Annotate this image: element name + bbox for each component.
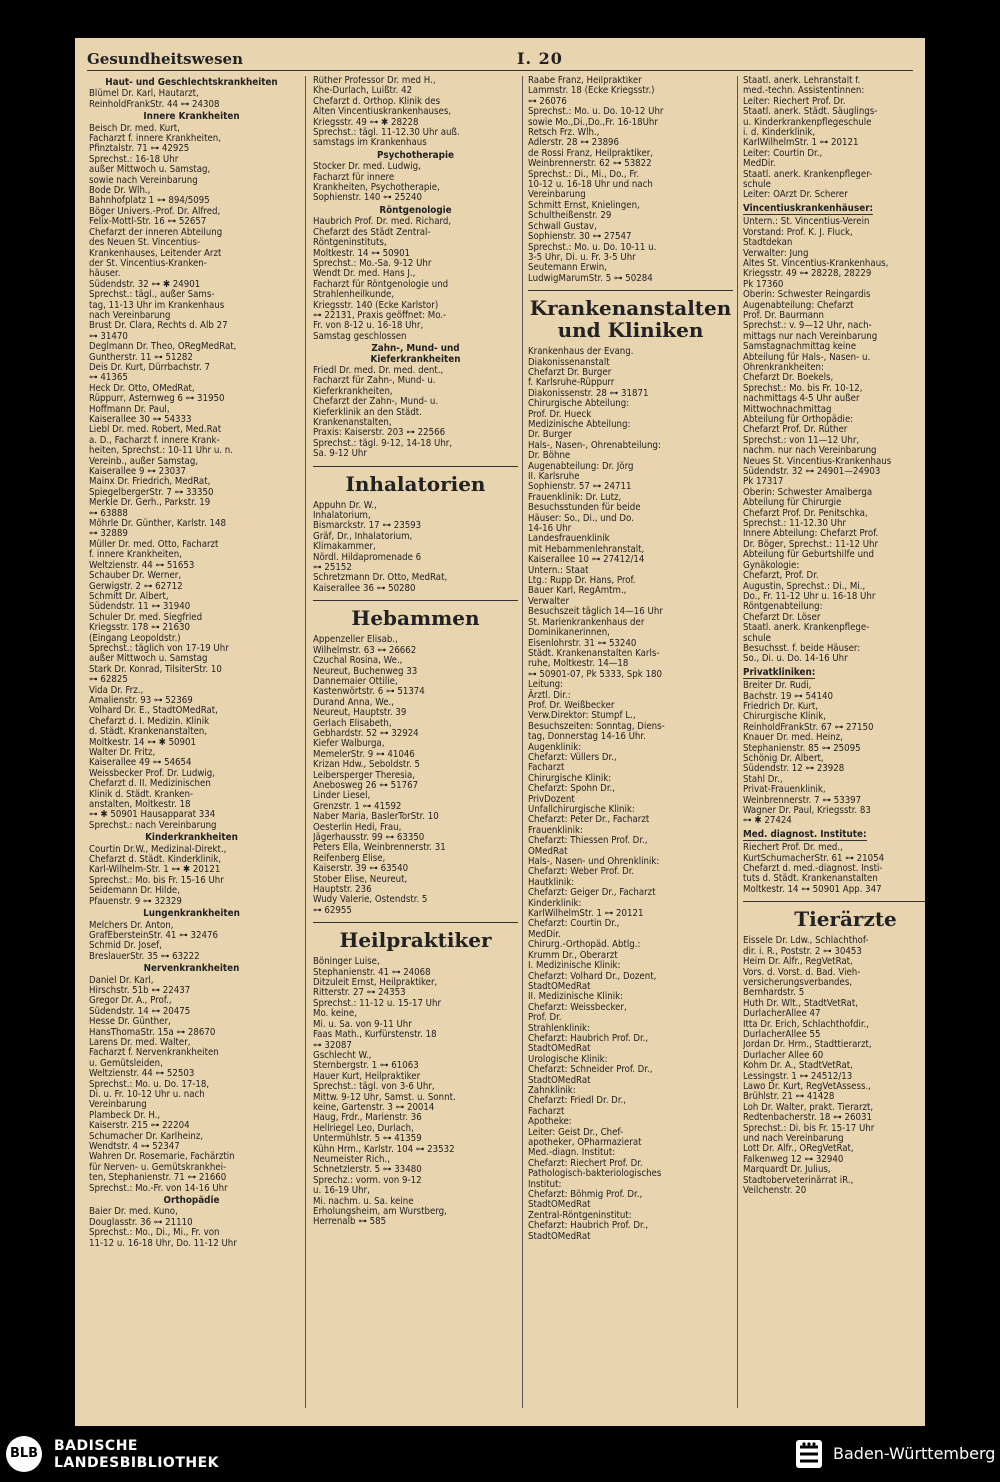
subsection-heading: Privatkliniken: [743, 666, 816, 678]
directory-entry: Czuchal Rosina, We., Neureut, Buchenweg 33 [313, 655, 418, 677]
category-heading: Krankenanstalten und Kliniken [529, 296, 732, 343]
column-2 [313, 76, 518, 1414]
directory-entry: Gregor Dr. A., Prof., Südendstr. 14 ⊶ 20475 [89, 995, 191, 1017]
directory-entry: Lawo Dr. Kurt, RegVetAssess., Brühlstr. 21 ⊶ 41428 [743, 1080, 871, 1103]
directory-entry: Daniel Dr. Karl, Hirschstr. 51b ⊶ 22437 [89, 974, 191, 996]
directory-entry: Kiefer Walburga, MemelerStr. 9 ⊶ 41046 [313, 738, 415, 760]
directory-entry: Schumacher Dr. Karlheinz, Wendtstr. 4 ⊶ 52347 [89, 1130, 204, 1153]
directory-entry: Schuler Dr. med. Siegfried Kriegsstr. 178 ⊶ 21630 (Eingang Leopoldstr.) Sprechst.: täglich von 17-19 Uhr außer Mittwoch u. Samstag [89, 611, 229, 665]
directory-entry: Friedrich Dr. Kurt, Chirurgische Klinik, ReinholdFrankStr. 67 ⊶ 27150 [743, 700, 874, 733]
state-name[interactable]: Baden-Württemberg [833, 1444, 996, 1463]
subsection-heading: Lungenkrankheiten [143, 908, 240, 920]
subsection-heading: Orthopädie [163, 1195, 220, 1207]
directory-entry: Stocker Dr. med. Ludwig, Facharzt für innere Krankheiten, Psychotherapie, Sophienstr. 140 ⊶ 25240 [313, 161, 440, 204]
subsection-heading: Med. diagnost. Institute: [743, 828, 867, 840]
directory-entry: Jordan Dr. Hrm., Stadttierarzt, Durlacher Allee 60 [743, 1039, 872, 1061]
column-divider [522, 76, 523, 1408]
directory-entry: Müller Dr. med. Otto, Facharzt f. innere Krankheiten, Weltzienstr. 44 ⊶ 51653 [89, 538, 219, 571]
directory-entry: Heim Dr. Alfr., RegVetRat, Vors. d. Vorst. d. Bad. Vieh- versicherungsverbandes, Bernhardstr. 5 [743, 956, 861, 999]
subsection-heading: Vincentiuskrankenhäuser: [743, 202, 874, 214]
category-heading: Hebammen [351, 606, 480, 631]
subsection-heading: Innere Krankheiten [143, 111, 240, 123]
scanned-page [75, 38, 925, 1426]
directory-entry: Böninger Luise, Stephanienstr. 41 ⊶ 24068 [313, 956, 431, 978]
directory-entry: Schwall Gustav, Sophienstr. 30 ⊶ 27547 Sprechst.: Mo. u. Do. 10-11 u. 3-5 Uhr, Di. u. Fr. 3-5 Uhr [528, 220, 657, 263]
directory-entry: Melchers Dr. Anton, GrafEbersteinStr. 41 ⊶ 32476 [89, 919, 218, 941]
directory-entry: Volhard Dr. E., StadtOMedRat, Chefarzt d. I. Medizin. Klinik d. Städt. Krankenanstalten, Moltkestr. 14 ⊶ ✱ 50901 [89, 705, 218, 748]
blb-logo[interactable]: BLB [6, 1436, 42, 1472]
directory-entry: Beisch Dr. med. Kurt, Facharzt f. innere Krankheiten, Pfinztalstr. 71 ⊶ 42925 Sprechst.: 16-18 Uhr außer Mittwoch u. Samstag, sowie nach Vereinbarung [89, 122, 221, 186]
directory-entry: Mainx Dr. Friedrich, MedRat, SpiegelbergerStr. 7 ⊶ 33350 [89, 476, 214, 498]
directory-entry: Appenzeller Elisab., Wilhelmstr. 63 ⊶ 26662 [313, 634, 417, 656]
directory-entry: Städt. Krankenanstalten Karls- ruhe, Moltkestr. 14—18 ⊶ 50901-07, Pk 5333, Spk 180 Leitung: Ärztl. Dir.: Prof. Dr. Weißbecker Verw.Direktor: Stumpf L., Besuchszeiten: Sonntag, Diens- tag, Donnerstag 14-16 Uhr. Augenklinik: Chefarzt: Vüllers Dr., Facharzt Chirurgische Klinik: Chefarzt: Spohn Dr., PrivDozent Unfallchirurgische Klinik: Chefarzt: Peter Dr., Facharzt Frauenklinik: Chefarzt: Thiessen Prof. Dr., OMedRat Hals-, Nasen- und Ohrenklinik: Chefarzt: Weber Prof. Dr. Hautklinik: Chefarzt: Geiger Dr., Facharzt Kinderklinik: KarlWilhelmStr. 1 ⊶ 20121 Chefarzt: Courtin Dr., MedDir. Chirurg.-Orthopäd. Abtlg.: Krumm Dr., Oberarzt I. Medizinische Klinik: Chefarzt: Volhard Dr., Dozent, StadtOMedRat II. Medizinische Klinik: Chefarzt: Weissbecker, Prof. Dr. Strahlenklinik: Chefarzt: Haubrich Prof. Dr., StadtOMedRat Urologische Klinik: Chefarzt: Schneider Prof. Dr., StadtOMedRat Zahnklinik: Chefarzt: Friedl Dr. Dr., Facharzt Apotheke: Leiter: Geist Dr., Chef- apotheker, OPharmazierat Med.-diagn. Institut: Chefarzt: Riechert Prof. Dr. Pathologisch-bakteriologisches Institut: Chefarzt: Böhmig Prof. Dr., StadtOMedRat Zentral-Röntgeninstitut: Chefarzt: Haubrich Prof. Dr., StadtOMedRat [528, 647, 665, 1242]
directory-entry: Peters Ella, Weinbrennerstr. 31 [313, 842, 446, 854]
directory-entry: Neumeister Rich., Schnetzlerstr. 5 ⊶ 33480 Sprechz.: vorm. von 9-12 u. 16-19 Uhr, Mi. nachm. u. Sa. keine Erholungsheim, am Wurstberg, Herrenalb ⊶ 585 [313, 1153, 447, 1228]
directory-entry: Huth Dr. Wlt., StadtVetRat, DurlacherAllee 47 [743, 997, 858, 1020]
directory-entry: Stahl Dr., Privat-Frauenklinik, Weinbrennerstr. 7 ⊶ 53397 [743, 773, 862, 806]
library-name-line-1: BADISCHE [54, 1438, 138, 1454]
directory-entry: Krankenhaus der Evang. Diakonissenanstalt Chefarzt Dr. Burger f. Karlsruhe-Rüppurr Diakonissenstr. 28 ⊶ 31871 Chirurgische Abteilung: Prof. Dr. Hueck Medizinische Abteilung: Dr. Burger Hals-, Nasen-, Ohrenabteilung: Dr. Böhne Augenabteilung: Dr. Jörg II. Karlsruhe Sophienstr. 57 ⊶ 24711 Frauenklinik: Dr. Lutz, Besuchsstunden für beide Häuser: So., Di., und Do. 14-16 Uhr [528, 346, 661, 535]
viewer-footer [0, 1426, 1000, 1482]
column-divider [737, 76, 738, 1408]
baden-wuerttemberg-lions-icon [792, 1436, 826, 1472]
directory-entry: Wahren Dr. Rosemarie, Fachärztin für Nerven- u. Gemütskrankhei- ten, Stephanienstr. 71 ⊶ 21660 Sprechst.: Mo.-Fr. von 14-16 Uhr [89, 1151, 235, 1194]
directory-entry: Raabe Franz, Heilpraktiker Lammstr. 18 (Ecke Kriegsstr.) ⊶ 26076 Sprechst.: Mo. u. Do. 10-12 Uhr sowie Mo.,Di.,Do.,Fr. 16-18Uhr [528, 76, 664, 128]
directory-entry: Kohm Dr. A., StadtVetRat, Lessingstr. 1 ⊶ 24512/13 [743, 1060, 853, 1082]
directory-entry: de Rossi Franz, Heilpraktiker, Weinbrennerstr. 62 ⊶ 53822 Sprechst.: Di., Mi., Do., Fr. 10-12 u. 16-18 Uhr und nach Vereinbarung [528, 147, 654, 201]
directory-entry: Schauber Dr. Werner, Gerwigstr. 2 ⊶ 62712 [89, 570, 183, 592]
directory-entry: Untern.: St. Vincentius-Verein Vorstand: Prof. K. J. Fluck, Stadtdekan Verwalter: Jung [743, 216, 870, 259]
directory-entry: Itta Dr. Erich, Schlachthofdir., DurlacherAllee 55 [743, 1018, 870, 1040]
directory-entry: Schretzmann Dr. Otto, MedRat, Kaiserallee 36 ⊶ 50280 [313, 572, 448, 594]
directory-entry: Larens Dr. med. Walter, Facharzt f. Nervenkrankheiten u. Gemütsleiden, Weltzienstr. 44 ⊶ 52503 Sprechst.: Mo. u. Do. 17-18, Di. u. Fr. 10-12 Uhr u. nach Vereinbarung [89, 1036, 219, 1111]
library-name-line-2: LANDESBIBLIOTHEK [54, 1455, 220, 1471]
subsection-heading: Röntgenologie [379, 204, 452, 216]
directory-entry: Eissele Dr. Ldw., Schlachthof- dir. i. R., Poststr. 2 ⊶ 30453 [743, 935, 869, 957]
section-rule [528, 290, 733, 291]
library-name[interactable] [54, 1438, 219, 1472]
directory-entry: Schmid Dr. Josef, BreslauerStr. 35 ⊶ 63222 [89, 940, 200, 962]
directory-entry: Gerlach Elisabeth, Gebhardstr. 52 ⊶ 32924 [313, 717, 419, 739]
directory-entry: Linder Liesel, Grenzstr. 1 ⊶ 41592 [313, 790, 402, 812]
directory-entry: Breiter Dr. Rudi, Bachstr. 19 ⊶ 54140 [743, 680, 833, 702]
directory-entry: Vida Dr. Frz., Amalienstr. 93 ⊶ 52369 [89, 684, 193, 706]
directory-entry: Seutemann Erwin, LudwigMarumStr. 5 ⊶ 50284 [528, 262, 653, 284]
directory-entry: Hesse Dr. Günther, HansThomaStr. 15a ⊶ 28670 [89, 1016, 216, 1038]
subsection-heading: Kinderkrankheiten [145, 832, 238, 844]
directory-entry: Stark Dr. Konrad, TilsiterStr. 10 ⊶ 62825 [89, 663, 222, 686]
directory-entry: Haubrich Prof. Dr. med. Richard, Chefarzt des Städt Zentral- Röntgeninstituts, Moltkestr. 14 ⊶ 50901 Sprechst.: Mo.-Sa. 9-12 Uhr [313, 216, 452, 269]
directory-entry: Möhrle Dr. Günther, Karlstr. 148 ⊶ 32889 [89, 518, 227, 540]
directory-entry: Staatl. anerk. Lehranstalt f. med.-techn. Assistentinnen: Leiter: Riechert Prof. Dr. [743, 76, 865, 107]
directory-entry: Wendt Dr. med. Hans J., Facharzt für Röntgenologie und Strahlenheilkunde, Kriegsstr. 140 (Ecke Karlstor) ⊶ 22131, Praxis geöffnet: Mo.- Fr. von 8-12 u. 16-18 Uhr, Samstag geschlossen [313, 268, 449, 342]
subsection-heading: Nervenkrankheiten [143, 963, 240, 975]
directory-entry: Hellriegel Leo, Durlach, Untermühlstr. 5 ⊶ 41359 [313, 1122, 422, 1145]
page-number: I. 20 [517, 49, 563, 68]
directory-entry: Ditzuleit Ernst, Heilpraktiker, Ritterstr. 27 ⊶ 24353 Sprechst.: 11-12 u. 15-17 Uhr Mo. keine, Mi. u. Sa. von 9-11 Uhr [313, 977, 442, 1030]
directory-entry: Dannemaier Ottilie, Kastenwörtstr. 6 ⊶ 51374 [313, 675, 425, 698]
directory-entry: Bode Dr. Wlh., Bahnhofplatz 1 ⊶ 894/5095 [89, 185, 210, 207]
directory-entry: Reifenberg Elise, Kaiserstr. 39 ⊶ 63540 [313, 852, 409, 875]
section-rule [313, 600, 518, 601]
page-header [87, 48, 913, 71]
directory-entry: Deglmann Dr. Theo, ORegMedRat, Guntherstr. 11 ⊶ 51282 [89, 341, 237, 363]
directory-entry: Leibersperger Theresia, Anebosweg 26 ⊶ 51767 [313, 769, 419, 791]
directory-entry: Appuhn Dr. W., Inhalatorium, Bismarckstr. 17 ⊶ 23593 [313, 499, 422, 532]
directory-entry: Seidemann Dr. Hilde, Pfauenstr. 9 ⊶ 32329 [89, 885, 182, 907]
directory-entry: Krizan Hdw., Seboldstr. 5 [313, 759, 420, 771]
directory-entry: Retsch Frz. Wlh., Adlerstr. 28 ⊶ 23896 [528, 127, 620, 149]
directory-entry: Altes St. Vincentius-Krankenhaus, Kriegsstr. 49 ⊶ 28228, 28229 Pk 17360 Oberin: Schwester Reingardis Augenabteilung: Chefarzt Prof. Dr. Baurmann Sprechst.: v. 9—12 Uhr, nach- mittags nur nach Vereinbarung Samstagnachmittag keine Abteilung für Hals-, Nasen- u. Ohrenkrankheiten: Chefarzt Dr. Boekels, Sprechst.: Mo. bis Fr. 10-12, nachmittags 4-5 Uhr außer Mittwochnachmittag Abteilung für Orthopädie: Chefarzt Prof. Dr. Rüther Sprechst.: von 11—12 Uhr, nachm. nur nach Vereinbarung [743, 257, 889, 457]
directory-entry: Blümel Dr. Karl, Hautarzt, ReinholdFrankStr. 44 ⊶ 24308 [89, 88, 220, 110]
directory-entry: Deis Dr. Kurt, Dürrbachstr. 7 ⊶ 41365 [89, 361, 210, 384]
directory-entry: Haug, Frdr., Marienstr. 36 [313, 1112, 422, 1124]
directory-entry: Merkle Dr. Gerh., Parkstr. 19 ⊶ 63888 [89, 497, 211, 519]
category-heading: Heilpraktiker [339, 928, 492, 953]
section-rule [743, 901, 925, 902]
directory-entry: Schmitt Ernst, Knielingen, Schultheißenstr. 29 [528, 199, 640, 222]
directory-entry: Plambeck Dr. H., Kaiserstr. 215 ⊶ 22204 [89, 1109, 190, 1132]
directory-entry: Staatl. anerk. Krankenpfleger- schule Leiter: OArzt Dr. Scherer [743, 168, 873, 201]
column-4 [743, 76, 925, 1414]
directory-entry: Liebl Dr. med. Robert, Med.Rat a. D., Facharzt f. innere Krank- heiten, Sprechst.: 10-11 Uhr u. n. Vereinb., außer Samstag, Kaiserallee 9 ⊶ 23037 [89, 424, 233, 478]
column-1 [89, 76, 294, 1414]
subsection-heading-row [743, 827, 925, 843]
directory-entry: Loh Dr. Walter, prakt. Tierarzt, Redtenbacherstr. 18 ⊶ 26031 Sprechst.: Di. bis Fr. 15-17 Uhr und nach Vereinbarung [743, 1101, 875, 1144]
subsection-heading: Haut- und Geschlechtskrankheiten [105, 77, 278, 88]
category-heading: Inhalatorien [345, 471, 486, 496]
directory-entry: Heck Dr. Otto, OMedRat, Rüppurr, Asternweg 6 ⊶ 31950 [89, 382, 225, 405]
directory-entry: Knauer Dr. med. Heinz, Stephanienstr. 85 ⊶ 25095 [743, 732, 861, 754]
category-heading: Tierärzte [794, 907, 897, 932]
directory-entry: Oesterlin Hedi, Frau, Jägerhausstr. 99 ⊶ 63350 [313, 821, 425, 843]
directory-entry: Gräf, Dr., Inhalatorium, Klimakammer, Nördl. Hildapromenade 6 ⊶ 25152 [313, 530, 422, 574]
directory-entry: Baier Dr. med. Kuno, Douglasstr. 36 ⊶ 21110 Sprechst.: Mo., Di., Mi., Fr. von 11-12 u. 16-18 Uhr, Do. 11-12 Uhr [89, 1206, 237, 1249]
directory-entry: Durand Anna, We., Neureut, Hauptstr. 39 [313, 696, 407, 719]
directory-entry: Hauer Kurt, Heilpraktiker Sprechst.: tägl. von 3-6 Uhr, Mittw. 9-12 Uhr, Samst. u. Sonnt. keine, Gartenstr. 3 ⊶ 20014 [313, 1070, 456, 1113]
directory-entry: Faas Math., Kurfürstenstr. 18 ⊶ 32087 [313, 1029, 437, 1051]
directory-entry: Rüther Professor Dr. med H., Khe-Durlach, Luißtr. 42 Chefarzt d. Orthop. Klinik des Alten Vincentiuskrankenhauses, Kriegsstr. 49 ⊶ ✱ 28228 Sprechst.: tägl. 11-12.30 Uhr auß. samstags im Krankenhaus [313, 76, 460, 149]
directory-entry: Schönig Dr. Albert, Südendstr. 12 ⊶ 23928 [743, 753, 845, 775]
subsection-heading-row [743, 665, 925, 681]
directory-entry: Lott Dr. Alfr., ORegVetRat, Falkenweg 12 ⊶ 32940 [743, 1143, 854, 1165]
directory-entry: Kühn Hrm., Karlstr. 104 ⊶ 23532 [313, 1143, 455, 1155]
directory-entry: Hoffmann Dr. Paul, Kaiserallee 30 ⊶ 54333 [89, 403, 192, 425]
directory-entry: Naber Maria, BaslerTorStr. 10 [313, 811, 439, 823]
directory-entry: Brust Dr. Clara, Rechts d. Alb 27 ⊶ 31470 [89, 320, 228, 342]
directory-entry: Marquardt Dr. Julius, Stadtoberveterinärrat iR., Veilchenstr. 20 [743, 1164, 854, 1197]
column-3 [528, 76, 733, 1414]
directory-entry: Schmitt Dr. Albert, Südendstr. 11 ⊶ 31940 [89, 590, 191, 613]
subsection-heading: Zahn-, Mund- und Kieferkrankheiten [370, 343, 461, 365]
subsection-heading-row [743, 201, 925, 217]
directory-entry: Weissbecker Prof. Dr. Ludwig, Chefarzt d. II. Medizinischen Klinik d. Städt. Kranken- anstalten, Moltkestr. 18 ⊶ ✱ 50901 Hausapparat 334 Sprechst.: nach Vereinbarung [89, 767, 217, 831]
directory-entry: Friedl Dr. med. Dr. med. dent., Facharzt für Zahn-, Mund- u. Kieferkrankheiten, Chefarzt der Zahn-, Mund- u. Kieferklinik an den Städt. Krankenanstalten, Praxis: Kaiserstr. 203 ⊶ 22566 Sprechst.: tägl. 9-12, 14-18 Uhr, Sa. 9-12 Uhr [313, 364, 453, 460]
directory-entry: Stober Elise, Neureut, Hauptstr. 236 [313, 873, 408, 896]
section-rule [313, 466, 518, 467]
page-title: Gesundheitswesen [87, 50, 243, 68]
directory-entry: Staatl. anerk. Städt. Säuglings- u. Kinderkrankenpflegeschule i. d. Kinderklinik, KarlWilhelmStr. 1 ⊶ 20121 Leiter: Courtin Dr., MedDir. [743, 106, 878, 170]
directory-entry: Böger Univers.-Prof. Dr. Alfred, Felix-Mottl-Str. 16 ⊶ 52657 Chefarzt der inneren Abteilung des Neuen St. Vincentius- Krankenhauses, Leitender Arzt der St. Vincentius-Kranken- häuser. Südendstr. 32 ⊶ ✱ 24901 Sprechst.: tägl., außer Sams- tag, 11-13 Uhr im Krankenhaus nach Vereinbarung [89, 205, 225, 321]
subsection-heading: Psychotherapie [377, 149, 454, 161]
directory-entry: Courtin Dr.W., Medizinal-Direkt., Chefarzt d. Städt. Kinderklinik, Karl-Wilhelm-Str. 1 ⊶ ✱ 20121 Sprechst.: Mo. bis Fr. 15-16 Uhr [89, 843, 227, 886]
directory-entry: Wagner Dr. Paul, Kriegsstr. 83 ⊶ ✱ 27424 [743, 805, 871, 827]
column-divider [305, 76, 306, 1408]
section-rule [313, 922, 518, 923]
directory-entry: Walter Dr. Fritz, Kaiserallee 49 ⊶ 54654 [89, 747, 192, 769]
directory-entry: Wudy Valerie, Ostendstr. 5 ⊶ 62955 [313, 894, 428, 916]
directory-entry: Gschlecht W., Sternbergstr. 1 ⊶ 61063 [313, 1049, 419, 1072]
directory-entry: Landesfrauenklinik mit Hebammenlehranstalt, Kaiserallee 10 ⊶ 27412/14 Untern.: Staat Ltg.: Rupp Dr. Hans, Prof. Bauer Karl, RegAmtm., Verwalter Besuchszeit täglich 14—16 Uhr [528, 533, 663, 618]
directory-entry: Neues St. Vincentius-Krankenhaus Südendstr. 32 ⊶ 24901—24903 Pk 17317 Oberin: Schwester Amalberga Abteilung für Chirurgie Chefarzt Prof. Dr. Penitschka, Sprechst.: 11-12.30 Uhr Innere Abteilung: Chefarzt Prof. Dr. Böger, Sprechst.: 11-12 Uhr Abteilung für Geburtshilfe und Gynäkologie: Chefarzt, Prof. Dr. Augustin, Sprechst.: Di., Mi., Do., Fr. 11-12 Uhr u. 16-18 Uhr Röntgenabteilung: Chefarzt Dr. Löser Staatl. anerk. Krankenpflege- schule Besuchsst. f. beide Häuser: So., Di. u. Do. 14-16 Uhr [743, 455, 892, 665]
directory-entry: St. Marienkrankenhaus der Dominikanerinnen, Eisenlohrstr. 31 ⊶ 53240 [528, 616, 645, 649]
directory-entry: Riechert Prof. Dr. med., KurtSchumacherStr. 61 ⊶ 21054 Chefarzt d. med.-diagnost. Insti- tuts d. Städt. Krankenanstalten Moltkestr. 14 ⊶ 50901 App. 347 [743, 842, 885, 895]
